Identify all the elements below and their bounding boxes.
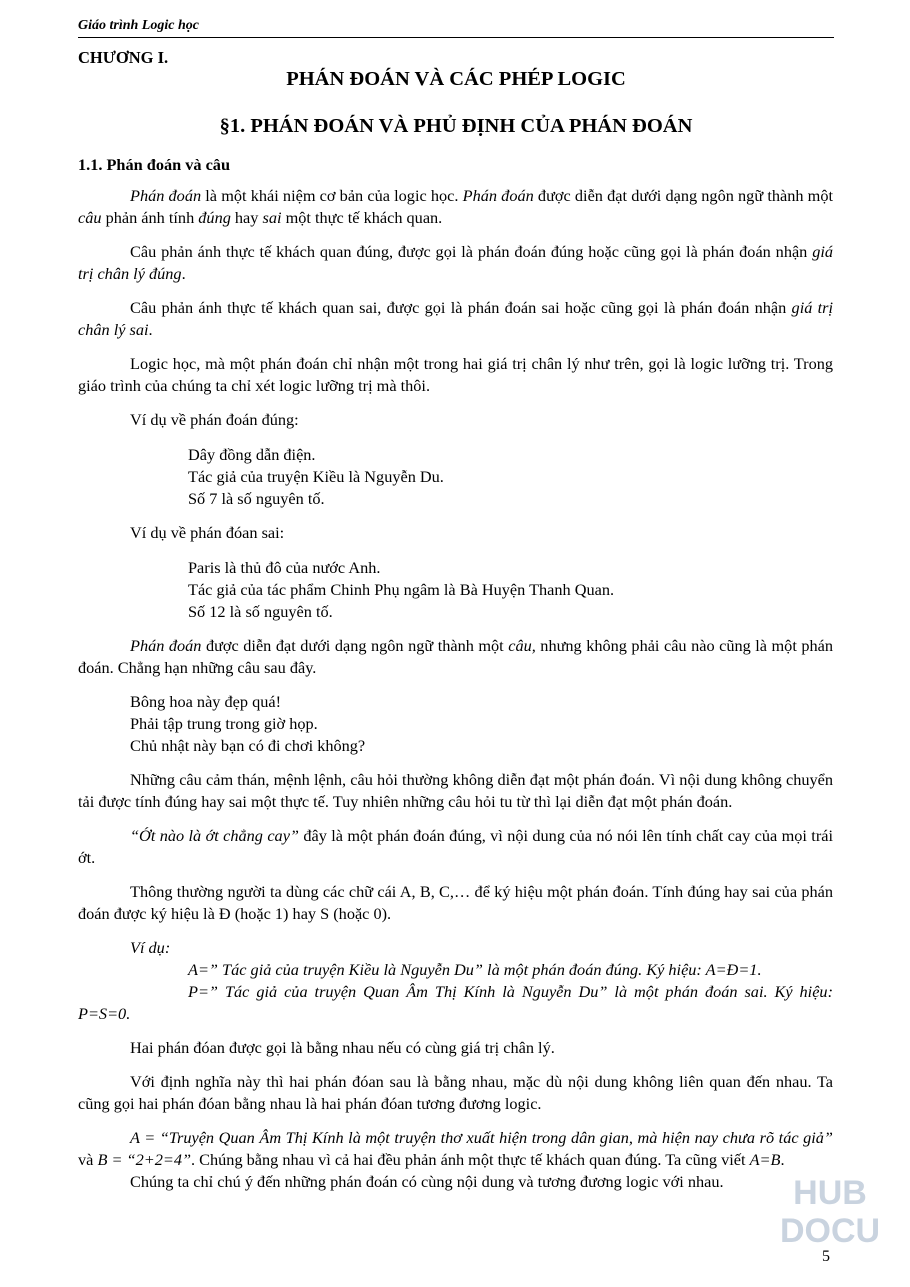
watermark-line1: HUB — [793, 1174, 867, 1212]
paragraph-exclamations: Những câu cảm thán, mệnh lệnh, câu hỏi thường không diễn đạt một phán đoán. Vì nội dung không chuyển tải được tính đúng hay sai một thực tế. Tuy nhiên những câu hỏi tu từ thì lại diễn đạt một phán đoán. — [78, 770, 833, 811]
paragraph-closing: Chúng ta chỉ chú ý đến những phán đoán có cùng nội dung và tương đương logic với nhau. — [130, 1172, 724, 1191]
example-p: P=” Tác giả của truyện Quan Âm Thị Kính là Nguyễn Du” là một phán đoán sai. Ký hiệu: P=S=0. — [78, 982, 833, 1023]
list-item: Số 12 là số nguyên tố. — [188, 602, 333, 621]
list-item: Bông hoa này đẹp quá! — [130, 692, 282, 711]
paragraph-notation: Thông thường người ta dùng các chữ cái A, B, C,… để ký hiệu một phán đoán. Tính đúng hay sai của phán đoán được ký hiệu là Đ (hoặc 1) hay S (hoặc 0). — [78, 882, 833, 923]
subsection-title: 1.1. Phán đoán và câu — [78, 155, 230, 174]
page-number: 5 — [822, 1248, 830, 1265]
example-label: Ví dụ: — [130, 938, 171, 957]
paragraph-bivalent-logic: Logic học, mà một phán đoán chỉ nhận một trong hai giá trị chân lý như trên, gọi là logic lưỡng trị. Trong giáo trình của chúng ta chỉ xét logic lưỡng trị mà thôi. — [78, 354, 833, 395]
list-item: Tác giả của truyện Kiều là Nguyễn Du. — [188, 467, 444, 486]
body-content — [78, 154, 833, 1205]
paragraph-equivalence: Với định nghĩa này thì hai phán đóan sau là bằng nhau, mặc dù nội dung không liên quan đến nhau. Ta cũng gọi hai phán đóan bằng nhau là hai phán đóan tương đương logic. — [78, 1072, 833, 1113]
chapter-title: PHÁN ĐOÁN VÀ CÁC PHÉP LOGIC — [286, 68, 626, 90]
list-item: Tác giả của tác phẩm Chinh Phụ ngâm là Bà Huyện Thanh Quan. — [188, 580, 615, 599]
false-examples-heading: Ví dụ về phán đóan sai: — [130, 523, 285, 542]
list-item: Số 7 là số nguyên tố. — [188, 489, 325, 508]
list-item: Phải tập trung trong giờ họp. — [130, 714, 318, 733]
list-item: Dây đồng dẫn điện. — [188, 445, 316, 464]
paragraph-equality: Hai phán đóan được gọi là bằng nhau nếu có cùng giá trị chân lý. — [130, 1038, 555, 1057]
paragraph-sentence-not-judgement: Phán đoán được diễn đạt dưới dạng ngôn ngữ thành một câu, nhưng không phải câu nào cũng là một phán đoán. Chẳng hạn những câu sau đây. — [78, 636, 834, 677]
false-examples-list — [78, 557, 833, 623]
true-examples-list — [78, 444, 833, 510]
true-examples-heading: Ví dụ về phán đoán đúng: — [130, 410, 299, 429]
paragraph-definition: Phán đoán là một khái niệm cơ bản của logic học. Phán đoán được diễn đạt dưới dạng ngôn ngữ thành một câu phản ánh tính đúng hay sai một thực tế khách quan. — [78, 186, 833, 227]
list-item: Paris là thủ đô của nước Anh. — [188, 558, 381, 577]
running-header: Giáo trình Logic học — [78, 18, 834, 38]
list-item: Chủ nhật này bạn có đi chơi không? — [130, 736, 366, 755]
paragraph-equivalence-example: A = “Truyện Quan Âm Thị Kính là một truyện thơ xuất hiện trong dân gian, mà hiện nay chưa rõ tác giả” và B = “2+2=4”. Chúng bằng nhau vì cả hai đều phản ánh một thực tế khách quan đúng. Ta cũng viết A=B. — [78, 1128, 833, 1169]
watermark-line2: DOCU — [780, 1212, 880, 1250]
paragraph-false-value: Câu phản ánh thực tế khách quan sai, được gọi là phán đoán sai hoặc cũng gọi là phán đoán nhận giá trị chân lý sai. — [78, 298, 833, 339]
non-judgement-list — [78, 691, 833, 757]
notation-example — [78, 937, 833, 1025]
chapter-label: CHƯƠNG I. — [78, 48, 169, 67]
paragraph-rhetorical-example: “Ớt nào là ớt chẳng cay” đây là một phán đoán đúng, vì nội dung của nó nói lên tính chất cay của mọi trái ớt. — [78, 826, 833, 867]
section-title: §1. PHÁN ĐOÁN VÀ PHỦ ĐỊNH CỦA PHÁN ĐOÁN — [219, 115, 693, 137]
example-a: A=” Tác giả của truyện Kiều là Nguyễn Du” là một phán đoán đúng. Ký hiệu: A=Đ=1. — [188, 960, 762, 979]
hubdocu-watermark-logo — [780, 1168, 880, 1250]
paragraph-true-value: Câu phản ánh thực tế khách quan đúng, được gọi là phán đoán đúng hoặc cũng gọi là phán đoán nhận giá trị chân lý đúng. — [78, 242, 833, 283]
